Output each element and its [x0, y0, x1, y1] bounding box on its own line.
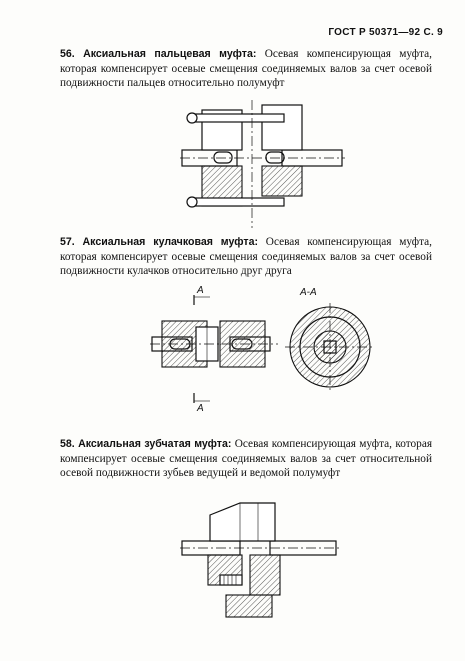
term-56	[60, 47, 432, 91]
figure-jaw-coupling	[150, 285, 390, 415]
term-definition: Осевая компенсирующая муфта, которая компенсирует осевые смещения соединяемых валов за счет осевой подвижности кулачков относительно друг друга	[60, 236, 432, 277]
section-mark-top: A	[197, 285, 204, 296]
term-name: Аксиальная пальцевая муфта:	[83, 48, 257, 60]
term-57	[60, 235, 432, 279]
section-view-title: А-А	[300, 287, 317, 298]
term-number: 57.	[60, 236, 75, 248]
term-name: Аксиальная кулачковая муфта:	[82, 236, 258, 248]
term-definition: Осевая компенсирующая муфта, которая компенсирует осевые смещения соединяемых валов за счет осевой подвижности пальцев относительно полумуфт	[60, 48, 433, 89]
term-number: 58.	[60, 438, 75, 450]
term-definition: Осевая компенсирующая муфта, которая компенсирует осевые смещения соединяемых валов за счет относительной осевой подвижности зубьев ведущей и ведомой полумуфт	[60, 438, 433, 479]
term-name: Аксиальная зубчатая муфта:	[78, 438, 232, 450]
section-mark-bottom: A	[197, 403, 204, 414]
figure-pin-coupling	[180, 100, 345, 230]
page-header: ГОСТ Р 50371—92 С. 9	[328, 27, 443, 38]
term-58	[60, 437, 432, 481]
term-number: 56.	[60, 48, 75, 60]
figure-tooth-coupling	[180, 495, 340, 625]
